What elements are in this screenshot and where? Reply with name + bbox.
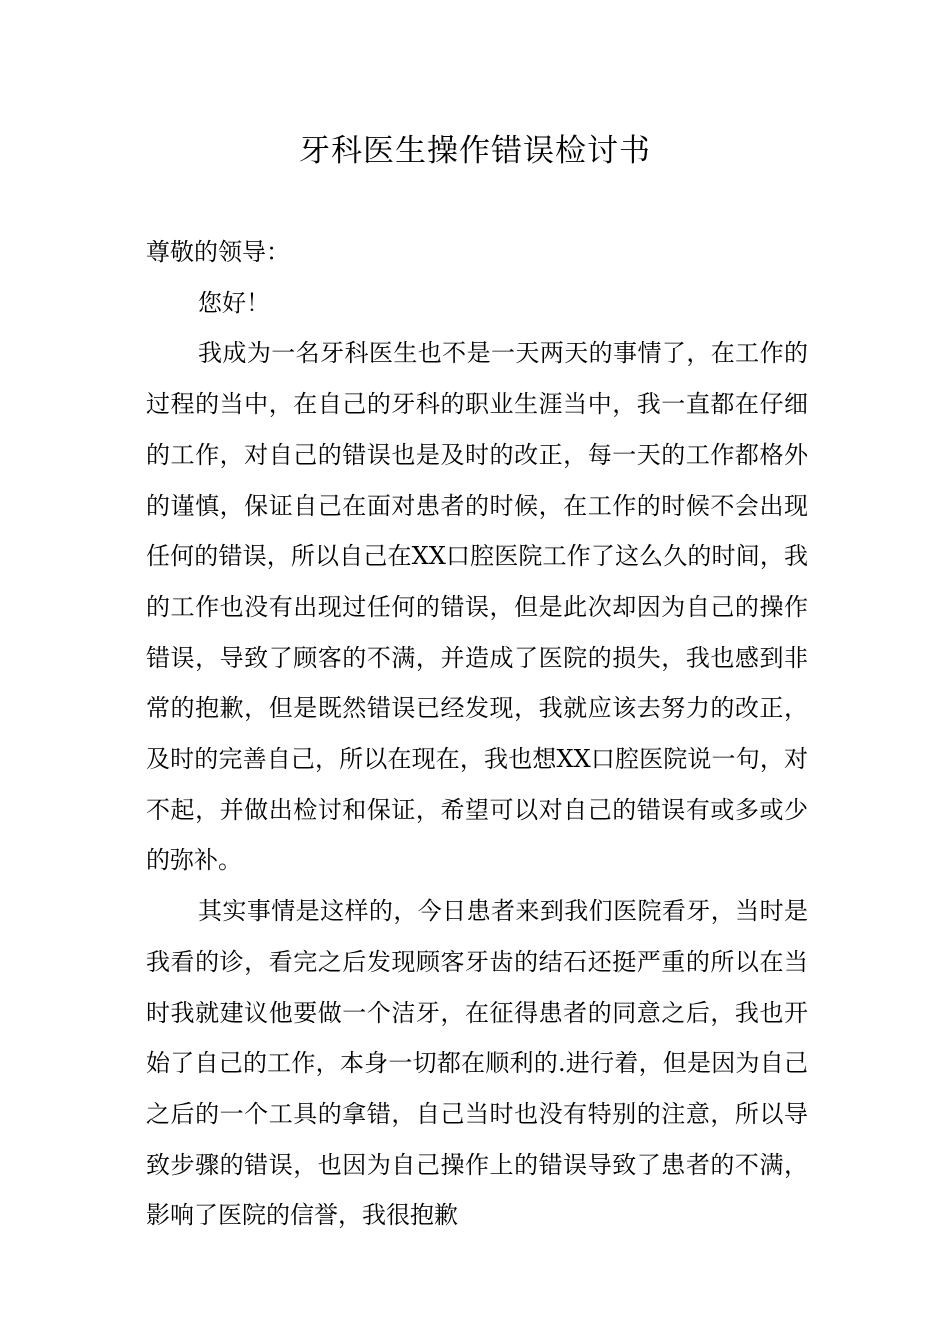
salutation: 尊敬的领导： — [146, 238, 290, 266]
paragraph-1: 我成为一名牙科医生也不是一天两天的事情了，在工作的过程的当中，在自己的牙科的职业生涯当中，我一直都在仔细的工作，对自己的错误也是及时的改正，每一天的工作都格外的谨慎，保证自己在面对患者的时候，在工作的时候不会出现任何的错误，所以自己在XX口腔医院工作了这么久的时间，我的工作也没有出现过任何的错误，但是此次却因为自己的操作错误，导致了顾客的不满，并造成了医院的损失，我也感到非常的抱歉，但是既然错误已经发现，我就应该去努力的改正，及时的完善自己，所以在现在，我也想XX口腔医院说一句，对不起，并做出检讨和保证，希望可以对自己的错误有或多或少的弥补。 — [146, 339, 808, 875]
document-title: 牙科医生操作错误检讨书 — [299, 133, 651, 169]
paragraph-2: 其实事情是这样的，今日患者来到我们医院看牙，当时是我看的诊，看完之后发现顾客牙齿的结石还挺严重的所以在当时我就建议他要做一个洁牙，在征得患者的同意之后，我也开始了自己的工作，本身一切都在顺利的.进行着，但是因为自己之后的一个工具的拿错，自己当时也没有特别的注意，所以导致步骤的错误，也因为自己操作上的错误导致了患者的不满，影响了医院的信誉，我很抱歉 — [146, 897, 808, 1230]
document-body — [146, 227, 808, 1241]
greeting: 您好！ — [198, 288, 270, 317]
